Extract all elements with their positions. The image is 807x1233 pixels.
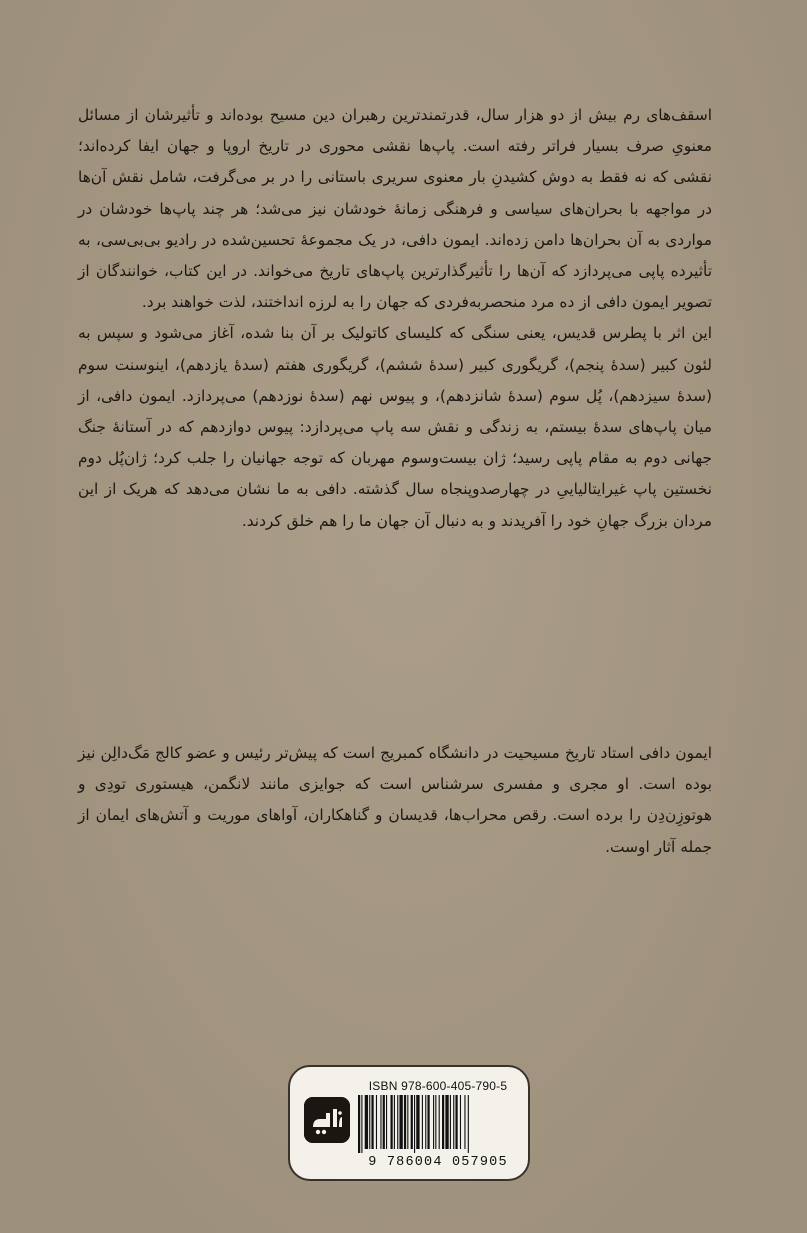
publisher-logo-icon xyxy=(304,1097,350,1143)
barcode-bar xyxy=(369,1095,370,1149)
barcode-bar xyxy=(422,1095,423,1149)
barcode-bar xyxy=(411,1095,413,1149)
barcode-bar xyxy=(390,1095,392,1149)
barcode-bars xyxy=(356,1095,522,1153)
barcode-bar xyxy=(365,1095,368,1149)
barcode-bar xyxy=(445,1095,448,1149)
barcode-bar xyxy=(442,1095,444,1149)
barcode-bar xyxy=(407,1095,408,1149)
summary-paragraph-1: اسقف‌های رم بیش از دو هزار سال، قدرتمندترین رهبران دین مسیح بوده‌اند و تأثیرشان از مسائل معنویِ صرف بسیار فراتر رفته است. پاپ‌ها نقشی محوری در تاریخ اروپا و جهان ایفا کرده‌اند؛ نقشی که نه فقط به دوش کشیدنِ بار معنوی سریری باستانی را در بر می‌گرفت، شامل نقش آن‌ها در مواجهه با بحران‌های سیاسی و فرهنگی زمانهٔ خودشان نیز می‌شد؛ هر چند پاپ‌ها خودشان در مواردی به آن بحران‌ها دامن زده‌اند. ایمون دافی، در یک مجموعهٔ تحسین‌شده در رادیو بی‌بی‌سی، به تأثیرده پاپی می‌پردازد که آن‌ها را تأثیرگذارترین پاپ‌های تاریخ می‌خواند. در این کتاب، خوانندگان از تصویر ایمون دافی از ده مرد منحصربه‌فردی که جهان را به لرزه انداختند، لذت خواهند برد. xyxy=(78,106,712,312)
barcode-bar xyxy=(455,1095,457,1149)
barcode-bar xyxy=(394,1095,395,1149)
barcode-panel xyxy=(288,1065,530,1181)
barcode-bar xyxy=(371,1095,373,1149)
author-bio-text: ایمون دافی استاد تاریخ مسیحیت در دانشگاه کمبریج است که پیش‌تر رئیس و عضو کالج مَگ‌دالِن نیز بوده است. او مجری و مفسری سرشناس است که جوایزی مانند لانگمن، هیستوری تودِی و هوتوزِن‌دِن را برده است. رقص محراب‌ها، قدیسان و گناهکاران، آواهای موریت و آتش‌های ایمان از جمله آثار اوست. xyxy=(78,744,712,856)
barcode-bar xyxy=(376,1095,377,1149)
barcode-bar xyxy=(414,1095,415,1153)
barcode-bar xyxy=(435,1095,436,1149)
barcode-bar xyxy=(427,1095,429,1149)
barcode-number: 9 786004 057905 xyxy=(368,1155,508,1170)
barcode-bar xyxy=(450,1095,451,1149)
barcode-bar xyxy=(468,1095,469,1153)
barcode-bar xyxy=(380,1095,381,1149)
author-bio xyxy=(78,738,712,863)
barcode-bar xyxy=(361,1095,362,1153)
barcode-bar xyxy=(425,1095,426,1149)
barcode-bar xyxy=(453,1095,454,1149)
barcode-bar xyxy=(460,1095,461,1149)
barcode-bar xyxy=(433,1095,434,1149)
barcode-bar xyxy=(386,1095,387,1149)
barcode-bar xyxy=(358,1095,360,1153)
barcode-bar xyxy=(439,1095,440,1149)
barcode-bar xyxy=(397,1095,398,1149)
isbn-label: ISBN 978-600-405-790-5 xyxy=(368,1079,508,1093)
barcode-bar xyxy=(404,1095,406,1149)
summary-paragraph-2: این اثر با پطرس قدیس، یعنی سنگی که کلیسای کاتولیک بر آن بنا شده، آغاز می‌شود و سپس به لئون کبیر (سدهٔ پنجم)، گریگوری کبیر (سدهٔ ششم)، گریگوری هفتم (سدهٔ یازدهم)، اینوسنت سوم (سدهٔ سیزدهم)، پُل سوم (سدهٔ شانزدهم)، و پیوس نهم (سدهٔ نوزدهم) می‌پردازد. ایمون دافی، از میان پاپ‌های سدهٔ بیستم، به زندگی و نقش سه پاپ می‌پردازد: پیوس دوازدهم که در آستانهٔ جنگ جهانی دوم به مقام پاپی رسید؛ ژان بیست‌وسوم مهربان که توجه جهانیان را جلب کرد؛ ژان‌پُل دوم نخستین پاپ غیرایتالیاییِ در چهارصدوپنجاه سال گذشته. دافی به ما نشان می‌دهد که هریک از این مردان بزرگ جهانِ خود را آفریدند و به دنبال آن جهان ما را هم خلق کردند. xyxy=(78,324,712,530)
barcode-bar xyxy=(399,1095,402,1149)
barcode-bar xyxy=(416,1095,419,1149)
book-summary xyxy=(78,100,712,537)
barcode-bar xyxy=(464,1095,465,1149)
barcode-bar xyxy=(383,1095,385,1149)
